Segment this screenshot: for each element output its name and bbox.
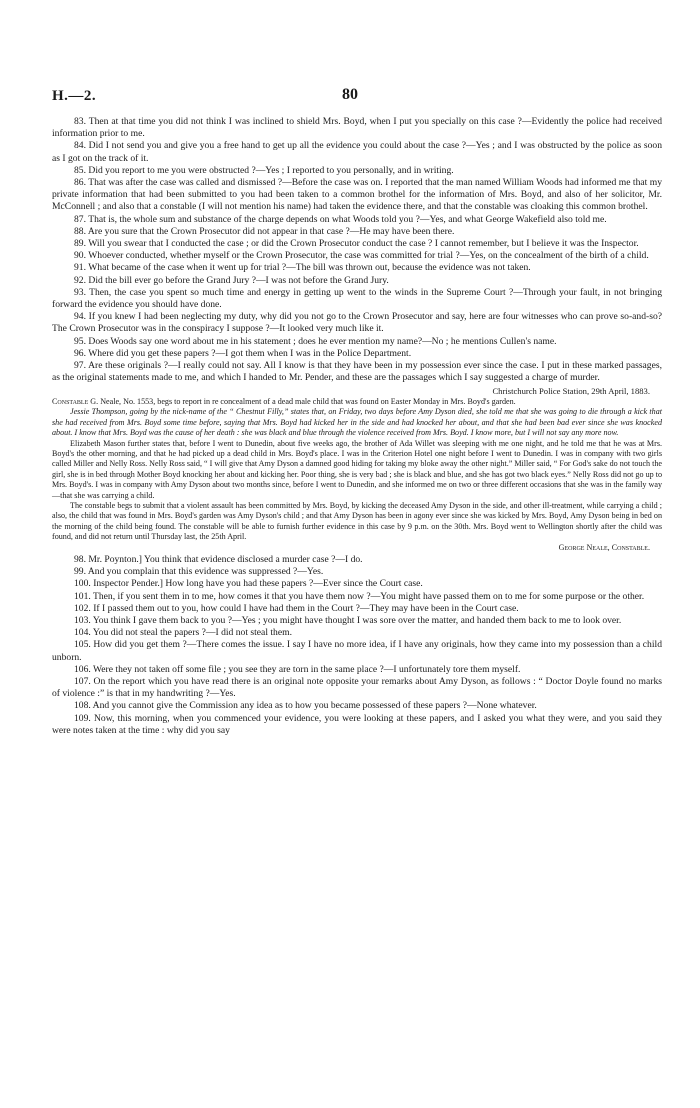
question-paragraph: 94. If you knew I had been neglecting my duty, why did you not go to the Crown Prosecutor and say, here are four witnesses who can prove so-and-so? The Crown Prosecutor was in the conspiracy I suppose ?—It looked very much like it. — [52, 311, 662, 335]
question-paragraph: 105. How did you get them ?—There comes the issue. I say I have no more idea, if I have any originals, how they came into my possession than a child unborn. — [52, 639, 662, 663]
question-paragraph: 84. Did I not send you and give you a free hand to get up all the evidence you could about the case ?—Yes ; and I was obstructed by the police as soon as I got on the track of it. — [52, 140, 662, 164]
question-paragraph: 99. And you complain that this evidence was suppressed ?—Yes. — [74, 566, 324, 578]
question-paragraph: 96. Where did you get these papers ?—I got them when I was in the Police Department. — [74, 347, 412, 359]
question-paragraph: 102. If I passed them out to you, how could I have had them in the Court ?—They may have been in the Court case. — [74, 602, 519, 614]
question-paragraph: 91. What became of the case when it went up for trial ?—The bill was thrown out, because the evidence was not taken. — [74, 262, 531, 274]
question-paragraph: 85. Did you report to me you were obstructed ?—Yes ; I reported to you personally, and in writing. — [74, 164, 454, 176]
questions-block-a — [52, 116, 662, 384]
question-paragraph: 93. Then, the case you spent so much time and energy in getting up went to the winds in the Supreme Court ?—Through your fault, in not bringing forward the evidence you should have done. — [52, 286, 662, 311]
report-dateline: Christchurch Police Station, 29th April, 1883. — [492, 386, 650, 397]
question-paragraph: 88. Are you sure that the Crown Prosecutor did not appear in that case ?—He may have been there. — [74, 225, 455, 237]
report-statement-thompson: Jessie Thompson, going by the nick-name of the “ Chestnut Filly,” states that, on Friday, two days before Amy Dyson died, she told me that she was going to die through a kick that she had received from Mrs. Boyd some time before, saying that Mrs. Boyd had kicked her in the side and had knocked her about, and that she had been bad ever since she was knocked about. I know that Mrs. Boyd was the cause of her death : she was black and blue through the violence received from Mrs. Boyd. I know more, but I will not say any more now. — [52, 407, 662, 438]
question-paragraph: 106. Were they not taken off some file ; you see they are torn in the same place ?—I unfortunately tore them myself. — [74, 663, 521, 675]
report-submission: The constable begs to submit that a violent assault has been committed by Mrs. Boyd, by kicking the deceased Amy Dyson in the side, and other ill-treatment, while carrying a child ; also, the child that was found in Mrs. Boyd's garden was Amy Dyson's child ; and that Amy Dyson has been in agony ever since she was kicked by Mrs. Boyd, Amy Dyson being in bed on the morning of the child being found. The constable will be able to furnish further evidence in this case by 9 p.m. on the 30th. Mrs. Boyd went to Wellington shortly after the child was found, and did not return until Thursday last, the 25th April. — [52, 500, 662, 542]
report-opening-rest: G. Neale, No. 1553, begs to report in re concealment of a dead male child that was found on Easter Monday in Mrs. Boyd's garden. — [90, 396, 516, 406]
question-paragraph: 87. That is, the whole sum and substance of the charge depends on what Woods told you ?—Yes, and what George Wakefield also told me. — [74, 213, 607, 225]
question-paragraph: 100. Inspector Pender.] How long have you had these papers ?—Ever since the Court case. — [74, 578, 423, 590]
question-paragraph: 108. And you cannot give the Commission any idea as to how you became possessed of these papers ?—None whatever. — [74, 700, 537, 712]
question-paragraph: 107. On the report which you have read there is an original note opposite your remarks about Amy Dyson, as follows : “ Doctor Doyle found no marks of violence :” is that in my handwriting ?—Yes. — [52, 676, 662, 700]
questions-block-b — [52, 554, 662, 737]
question-paragraph: 97. Are these originals ?—I really could not say. All I know is that they have been in my possession ever since the case. I put in these marked passages, as the original statements made to me, and which I handed to Mr. Pender, and these are the passages which I say suggested a charge of murder. — [52, 360, 662, 384]
question-paragraph: 90. Whoever conducted, whether myself or the Crown Prosecutor, the case was committed for trial ?—Yes, on the concealment of the birth of a child. — [74, 250, 649, 262]
page-number: 80 — [342, 86, 358, 103]
police-report — [52, 386, 662, 553]
page-body — [52, 116, 662, 737]
question-paragraph: 103. You think I gave them back to you ?—Yes ; you might have thought I was sore over the matter, and handed them back to me to look over. — [74, 614, 622, 626]
question-paragraph: 98. Mr. Poynton.] You think that evidence disclosed a murder case ?—I do. — [74, 553, 363, 565]
report-opening — [52, 397, 662, 407]
question-paragraph: 92. Did the bill ever go before the Grand Jury ?—I was not before the Grand Jury. — [74, 274, 389, 286]
series-code: H.—2. — [52, 88, 97, 104]
question-paragraph: 89. Will you swear that I conducted the case ; or did the Crown Prosecutor conduct the case ? I cannot remember, but I believe it was the Inspector. — [74, 238, 639, 250]
report-opening-name: Constable — [52, 396, 89, 406]
report-signature: George Neale, Constable. — [558, 542, 650, 552]
question-paragraph: 109. Now, this morning, when you commenced your evidence, you were looking at these papers, and I asked you what they were, and you said they were notes taken at the time : why did you say — [52, 712, 662, 736]
question-paragraph: 86. That was after the case was called and dismissed ?—Before the case was on. I reported that the man named William Woods had informed me that my private information that had been submitted to you had been taken to a common brothel for the information of Mrs. Boyd, and also of her solicitor, Mr. McConnell ; and also that a constable (I will not mention his name) had taken the evidence there, and that the constable was cloaking this common brothel. — [52, 177, 662, 213]
question-paragraph: 83. Then at that time you did not think I was inclined to shield Mrs. Boyd, when I put you specially on this case ?—Evidently the police had received information prior to me. — [52, 116, 662, 140]
question-paragraph: 104. You did not steal the papers ?—I did not steal them. — [74, 627, 292, 639]
report-statement-mason: Elizabeth Mason further states that, before I went to Dunedin, about five weeks ago, the brother of Ada Willet was sleeping with me one night, and he told me that he was at Mrs. Boyd's the other morning, and that he had picked up a dead child in Mrs. Boyd's place. I was in the Criterion Hotel one night before I went to Dunedin. I was in company with two girls called Miller and Nelly Ross. Nelly Ross said, “ I will give that Amy Dyson a damned good hiding for taking my bloke away the other night.” Miller said, “ For God's sake do not touch the girl, she is in bed through Mother Boyd knocking her about and kicking her. Poor thing, she is very bad ; she is black and blue, and she has got two black eyes.” Nelly Ross did not go up to Mrs. Boyd's. I was in company with Amy Dyson about two months since, before I went to Dunedin, and she informed me on two or three different occasions that she was in the family way—that she was carrying a child. — [52, 438, 662, 500]
question-paragraph: 101. Then, if you sent them in to me, how comes it that you have them now ?—You might have passed them on to me for some purpose or the other. — [74, 590, 645, 602]
question-paragraph: 95. Does Woods say one word about me in his statement ; does he ever mention my name?—No ; he mentions Cullen's name. — [74, 335, 557, 347]
